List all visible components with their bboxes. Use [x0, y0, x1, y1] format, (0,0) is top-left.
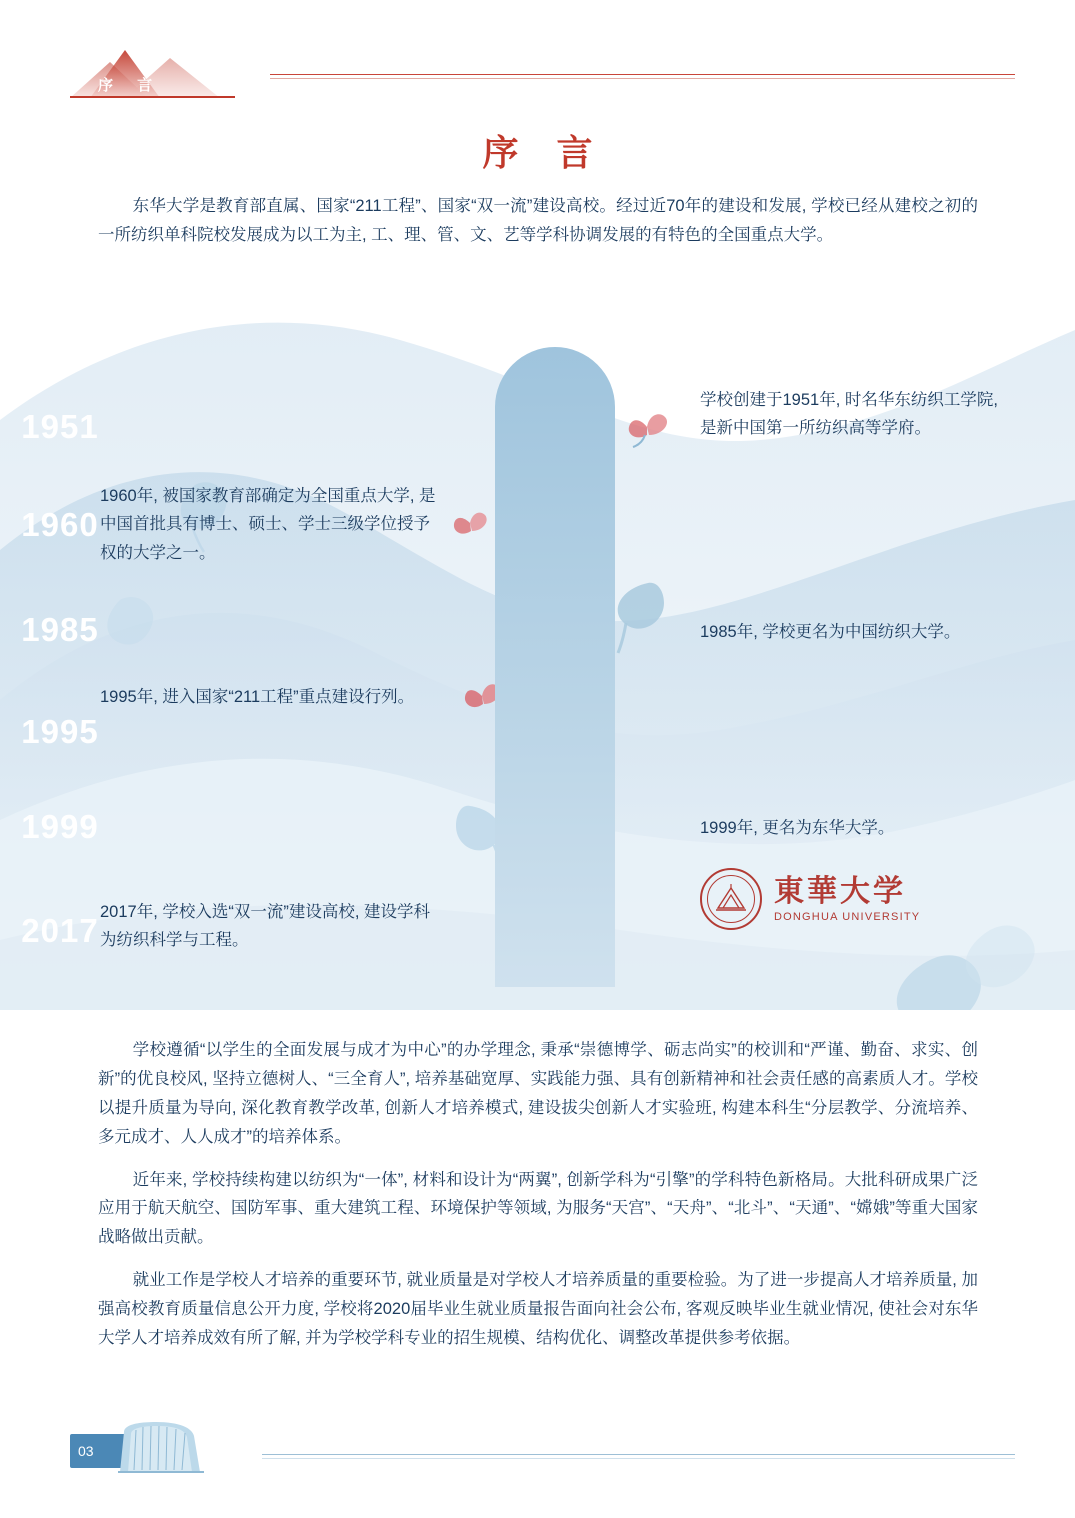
body-paragraph-1: 学校遵循“以学生的全面发展与成才为中心”的办学理念, 秉承“崇德博学、砺志尚实”的校训和“严谨、勤奋、求实、创新”的优良校风, 坚持立德树人、“三全育人”, 培养基础宽厚、实践能力强、具有创新精神和社会责任感的高素质人才。学校以提升质量为导向, 深化教育教学改革, 创新人才培养模式, 建设拔尖创新人才实验班, 构建本科生“分层教学、分流培养、多元成才、人人成才”的培养体系。: [98, 1041, 978, 1146]
university-logo: [700, 868, 920, 930]
timeline-note-2017: 2017年, 学校入选“双一流”建设高校, 建设学科为纺织科学与工程。: [100, 903, 431, 950]
lotus-flower-icon: [452, 505, 492, 543]
body-paragraph-3: 就业工作是学校人才培养的重要环节, 就业质量是对学校人才培养质量的重要检验。为了进一步提高人才培养质量, 加强高校教育质量信息公开力度, 学校将2020届毕业生就业质量报告面向社会公布, 客观反映毕业生就业情况, 使社会对东华大学人才培养成效有所了解, 并为学校学科专业的招生规模、结构优化、调整改革提供参考依据。: [98, 1271, 978, 1347]
campus-building-icon: [100, 1416, 240, 1476]
timeline-year-1960: 1960: [21, 506, 99, 543]
university-name-en: DONGHUA UNIVERSITY: [774, 910, 921, 923]
timeline-note-1951: 学校创建于1951年, 时名华东纺织工学院, 是新中国第一所纺织高等学府。: [700, 391, 998, 438]
page-header: [70, 48, 1015, 98]
footer-divider-secondary: [262, 1458, 1015, 1459]
header-tab: [70, 48, 235, 98]
footer-divider: [262, 1454, 1015, 1455]
timeline-year-1951: 1951: [21, 408, 99, 445]
page-number: 03: [78, 1443, 94, 1459]
ginkgo-leaf-icon: [608, 575, 668, 655]
header-tab-label: 序 言: [98, 77, 163, 94]
timeline-column: [495, 347, 615, 987]
header-divider: [270, 74, 1015, 75]
body-paragraph-2: 近年来, 学校持续构建以纺织为“一体”, 材料和设计为“两翼”, 创新学科为“引擎”的学科特色新格局。大批科研成果广泛应用于航天航空、国防军事、重大建筑工程、环境保护等领域, 为服务“天宫”、“天舟”、“北斗”、“天通”、“嫦娥”等重大国家战略做出贡献。: [98, 1170, 978, 1247]
page-title: 序 言: [482, 132, 607, 173]
timeline-year-1999: 1999: [21, 808, 99, 845]
intro-paragraph: 东华大学是教育部直属、国家“211工程”、国家“双一流”建设高校。经过近70年的建设和发展, 学校已经从建校之初的一所纺织单科院校发展成为以工为主, 工、理、管、文、艺等学科协调发展的有特色的全国重点大学。: [98, 197, 978, 244]
timeline-note-1995: 1995年, 进入国家“211工程”重点建设行列。: [100, 688, 415, 706]
timeline-year-1985: 1985: [21, 611, 99, 648]
timeline-year-2017: 2017: [21, 912, 99, 949]
timeline-year-1995: 1995: [21, 713, 99, 750]
seal-emblem-icon: [714, 882, 748, 916]
university-name-cn: 東華大学: [774, 873, 906, 909]
timeline-note-1960: 1960年, 被国家教育部确定为全国重点大学, 是中国首批具有博士、硕士、学士三级学位授予权的大学之一。: [100, 487, 436, 562]
header-divider-secondary: [270, 78, 1015, 79]
lotus-flower-icon: [625, 405, 673, 449]
body-paragraph-block: [98, 1036, 978, 1353]
university-seal-icon: [700, 868, 762, 930]
page-footer: [0, 1416, 1075, 1476]
timeline-note-1985: 1985年, 学校更名为中国纺织大学。: [700, 623, 961, 641]
timeline-note-1999: 1999年, 更名为东华大学。: [700, 819, 895, 837]
intro-paragraph-block: [98, 192, 978, 250]
